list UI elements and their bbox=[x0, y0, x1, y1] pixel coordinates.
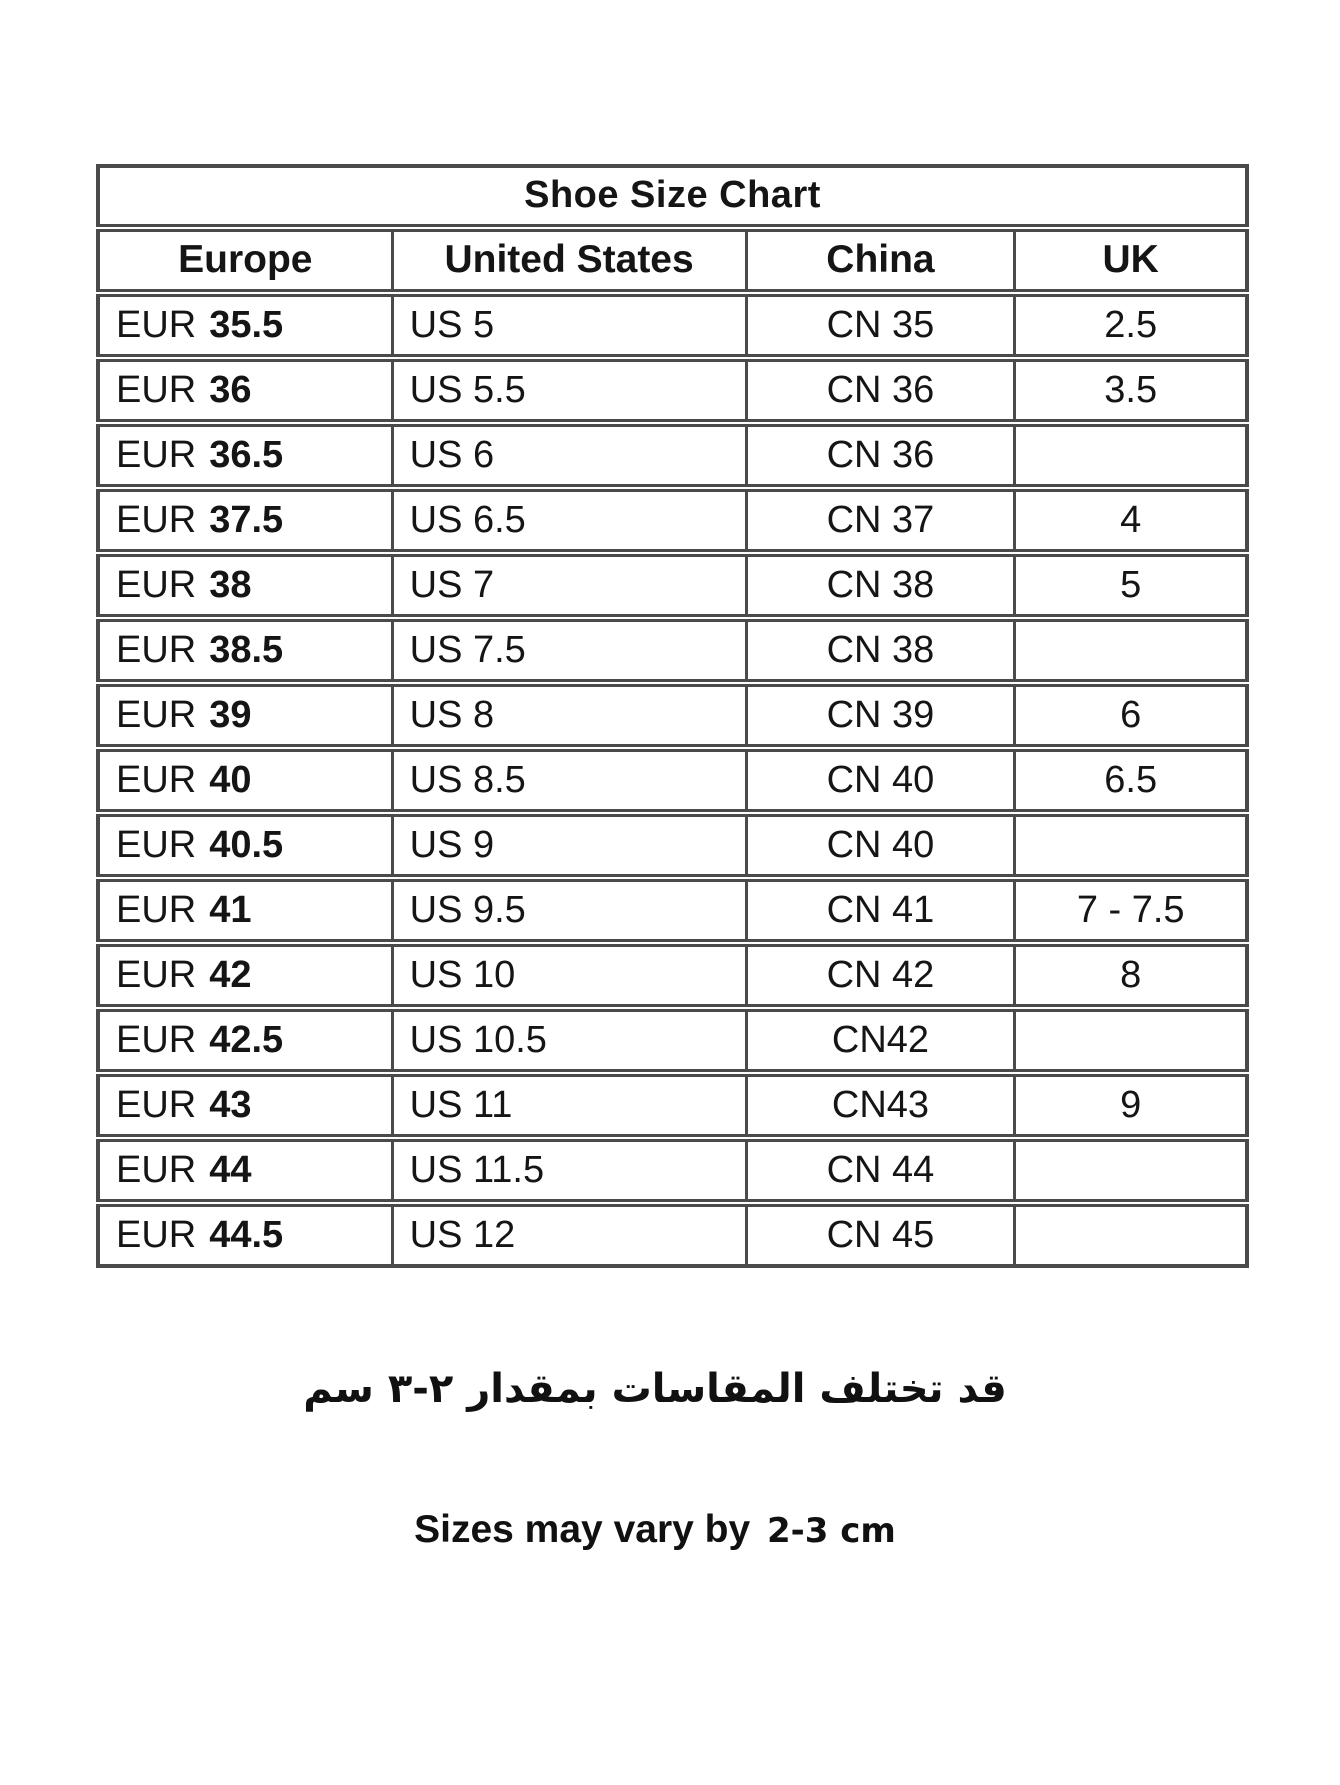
eur-size-value: 35.5 bbox=[209, 303, 284, 346]
eur-prefix-label: EUR bbox=[116, 693, 197, 736]
uk-cell bbox=[1015, 618, 1247, 683]
eur-prefix-label: EUR bbox=[116, 1083, 197, 1126]
uk-cell bbox=[1015, 1203, 1247, 1266]
us-cell: US 8.5 bbox=[392, 748, 746, 813]
uk-cell: 6.5 bbox=[1015, 748, 1247, 813]
col-header-europe: Europe bbox=[98, 228, 392, 293]
eur-cell bbox=[98, 813, 392, 878]
cn-cell: CN 42 bbox=[746, 943, 1015, 1008]
uk-cell: 8 bbox=[1015, 943, 1247, 1008]
eur-cell bbox=[98, 618, 392, 683]
size-row bbox=[98, 1073, 1247, 1138]
uk-cell: 9 bbox=[1015, 1073, 1247, 1138]
eur-prefix-label: EUR bbox=[116, 953, 197, 996]
cn-cell: CN 39 bbox=[746, 683, 1015, 748]
us-cell: US 6 bbox=[392, 423, 746, 488]
size-row bbox=[98, 293, 1247, 358]
size-row bbox=[98, 683, 1247, 748]
size-row bbox=[98, 423, 1247, 488]
eur-size-value: 40 bbox=[209, 758, 252, 801]
size-row bbox=[98, 553, 1247, 618]
shoe-size-table bbox=[96, 164, 1249, 1268]
eur-prefix-label: EUR bbox=[116, 1213, 197, 1256]
col-header-china: China bbox=[746, 228, 1015, 293]
eur-cell bbox=[98, 1073, 392, 1138]
eur-size-value: 36 bbox=[209, 368, 252, 411]
eur-prefix-label: EUR bbox=[116, 563, 197, 606]
eur-size-value: 38.5 bbox=[209, 628, 284, 671]
eur-size-value: 40.5 bbox=[209, 823, 284, 866]
size-table-body bbox=[98, 293, 1247, 1266]
size-row bbox=[98, 813, 1247, 878]
uk-cell bbox=[1015, 1008, 1247, 1073]
cn-cell: CN 36 bbox=[746, 423, 1015, 488]
eur-cell bbox=[98, 293, 392, 358]
us-cell: US 5.5 bbox=[392, 358, 746, 423]
cn-cell: CN 37 bbox=[746, 488, 1015, 553]
us-cell: US 10 bbox=[392, 943, 746, 1008]
size-row bbox=[98, 748, 1247, 813]
us-cell: US 9 bbox=[392, 813, 746, 878]
size-row bbox=[98, 943, 1247, 1008]
eur-prefix-label: EUR bbox=[116, 498, 197, 541]
cn-cell: CN 38 bbox=[746, 618, 1015, 683]
size-row bbox=[98, 358, 1247, 423]
us-cell: US 11 bbox=[392, 1073, 746, 1138]
size-row bbox=[98, 1008, 1247, 1073]
eur-prefix-label: EUR bbox=[116, 823, 197, 866]
us-cell: US 6.5 bbox=[392, 488, 746, 553]
eur-size-value: 38 bbox=[209, 563, 252, 606]
eur-cell bbox=[98, 358, 392, 423]
cn-cell: CN 35 bbox=[746, 293, 1015, 358]
uk-cell: 7 - 7.5 bbox=[1015, 878, 1247, 943]
eur-size-value: 36.5 bbox=[209, 433, 284, 476]
table-header-row bbox=[98, 228, 1247, 293]
cn-cell: CN43 bbox=[746, 1073, 1015, 1138]
us-cell: US 7.5 bbox=[392, 618, 746, 683]
uk-cell: 6 bbox=[1015, 683, 1247, 748]
eur-size-value: 42 bbox=[209, 953, 252, 996]
eur-cell bbox=[98, 1008, 392, 1073]
cn-cell: CN 38 bbox=[746, 553, 1015, 618]
eur-size-value: 39 bbox=[209, 693, 252, 736]
table-title-row bbox=[98, 166, 1247, 228]
us-cell: US 5 bbox=[392, 293, 746, 358]
arabic-size-note: قد تختلف المقاسات بمقدار ٢-٣ سم bbox=[303, 1366, 1007, 1412]
eur-cell bbox=[98, 423, 392, 488]
us-cell: US 10.5 bbox=[392, 1008, 746, 1073]
eur-cell bbox=[98, 683, 392, 748]
eur-size-value: 42.5 bbox=[209, 1018, 284, 1061]
uk-cell: 5 bbox=[1015, 553, 1247, 618]
table-title: Shoe Size Chart bbox=[524, 174, 821, 217]
eur-cell bbox=[98, 943, 392, 1008]
uk-cell: 2.5 bbox=[1015, 293, 1247, 358]
eur-prefix-label: EUR bbox=[116, 1018, 197, 1061]
size-row bbox=[98, 1138, 1247, 1203]
eur-size-value: 44 bbox=[209, 1148, 252, 1191]
cn-cell: CN 41 bbox=[746, 878, 1015, 943]
uk-cell bbox=[1015, 813, 1247, 878]
col-header-united-states: United States bbox=[392, 228, 746, 293]
english-size-note-value: 2-3 cm bbox=[767, 1511, 896, 1551]
size-row bbox=[98, 1203, 1247, 1266]
size-row bbox=[98, 878, 1247, 943]
uk-cell: 3.5 bbox=[1015, 358, 1247, 423]
eur-size-value: 43 bbox=[209, 1083, 252, 1126]
eur-cell bbox=[98, 748, 392, 813]
cn-cell: CN42 bbox=[746, 1008, 1015, 1073]
eur-prefix-label: EUR bbox=[116, 433, 197, 476]
size-row bbox=[98, 488, 1247, 553]
cn-cell: CN 40 bbox=[746, 748, 1015, 813]
cn-cell: CN 40 bbox=[746, 813, 1015, 878]
us-cell: US 7 bbox=[392, 553, 746, 618]
cn-cell: CN 36 bbox=[746, 358, 1015, 423]
eur-cell bbox=[98, 553, 392, 618]
eur-cell bbox=[98, 488, 392, 553]
us-cell: US 9.5 bbox=[392, 878, 746, 943]
eur-cell bbox=[98, 1203, 392, 1266]
uk-cell bbox=[1015, 423, 1247, 488]
eur-prefix-label: EUR bbox=[116, 1148, 197, 1191]
eur-cell bbox=[98, 878, 392, 943]
english-size-note bbox=[10, 1508, 1300, 1552]
cn-cell: CN 44 bbox=[746, 1138, 1015, 1203]
us-cell: US 11.5 bbox=[392, 1138, 746, 1203]
uk-cell bbox=[1015, 1138, 1247, 1203]
us-cell: US 8 bbox=[392, 683, 746, 748]
eur-prefix-label: EUR bbox=[116, 758, 197, 801]
eur-cell bbox=[98, 1138, 392, 1203]
us-cell: US 12 bbox=[392, 1203, 746, 1266]
cn-cell: CN 45 bbox=[746, 1203, 1015, 1266]
uk-cell: 4 bbox=[1015, 488, 1247, 553]
eur-prefix-label: EUR bbox=[116, 628, 197, 671]
eur-size-value: 44.5 bbox=[209, 1213, 284, 1256]
eur-prefix-label: EUR bbox=[116, 303, 197, 346]
eur-prefix-label: EUR bbox=[116, 368, 197, 411]
size-row bbox=[98, 618, 1247, 683]
eur-size-value: 37.5 bbox=[209, 498, 284, 541]
eur-size-value: 41 bbox=[209, 888, 252, 931]
english-size-note-main: Sizes may vary by bbox=[414, 1508, 751, 1551]
col-header-uk: UK bbox=[1015, 228, 1247, 293]
eur-prefix-label: EUR bbox=[116, 888, 197, 931]
